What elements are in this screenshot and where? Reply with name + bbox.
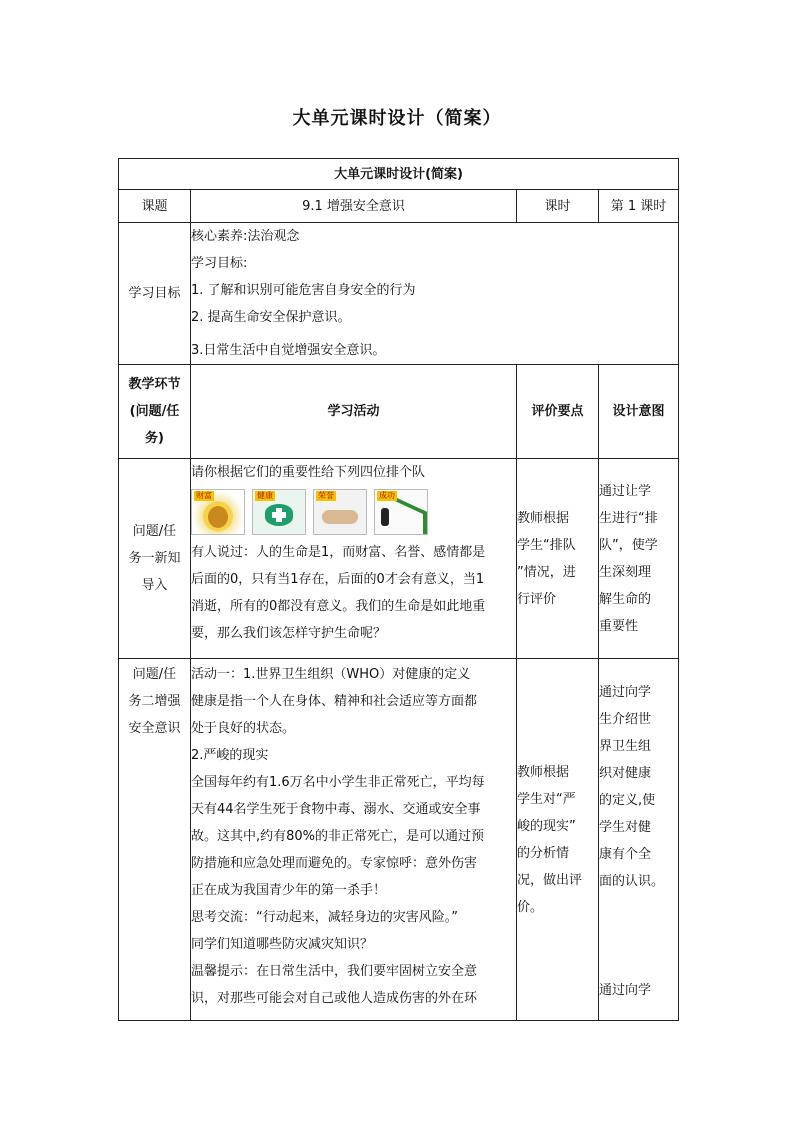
task1-stage-line: 务一新知 — [128, 551, 181, 566]
goals-line: 3.日常生活中自觉增强安全意识。 — [191, 343, 386, 358]
task2-stage-line: 问题/任 — [132, 667, 177, 682]
task1-prompt: 请你根据它们的重要性给下列四位排个队 — [191, 465, 426, 480]
goals-line: 核心素养:法治观念 — [191, 229, 300, 244]
goals-content — [191, 223, 679, 365]
task2-eval-line: 的分析情 — [517, 845, 570, 861]
task2-text-line: 天有44名学生死于食物中毒、溺水、交通或安全事 — [191, 802, 481, 817]
task2-intent-tail: 通过向学 — [599, 983, 652, 998]
task2-intent-line: 的定义,使 — [599, 793, 656, 808]
banner-row — [119, 159, 679, 190]
task2-intent — [599, 659, 679, 1021]
task2-activity — [191, 659, 517, 1021]
task1-intent-line: 生进行“排 — [599, 510, 658, 526]
goals-line: 学习目标: — [191, 256, 248, 271]
task2-text-line: 温馨提示：在日常生活中，我们要牢固树立安全意 — [191, 964, 478, 979]
topic-label: 课题 — [119, 190, 191, 223]
task2-text-line: 全国每年约有1.6万名中小学生非正常死亡，平均每 — [191, 775, 485, 790]
task2-intent-line: 学生对健 — [599, 820, 652, 835]
task1-text-line: 后面的0，只有当1存在，后面的0才会有意义，当1 — [191, 572, 485, 587]
task1-intent-line: 通过让学 — [599, 483, 652, 499]
health-cross-icon — [252, 489, 306, 535]
wealth-icon — [191, 489, 245, 535]
topic-row — [119, 190, 679, 223]
stage-header-line: 教学环节 — [128, 377, 181, 392]
task2-text-line: 故。这其中,约有80%的非正常死亡，是可以通过预 — [191, 829, 485, 844]
task2-row — [119, 659, 679, 1021]
task1-intent-line: 生深刻理 — [599, 564, 652, 580]
image-tag: 财富 — [196, 491, 212, 500]
goals-line: 1. 了解和识别可能危害自身安全的行为 — [191, 283, 416, 298]
topic-value: 9.1 增强安全意识 — [191, 190, 517, 223]
stage-header-line: 务) — [145, 431, 164, 446]
image-tag: 荣誉 — [318, 491, 334, 500]
task2-eval-line: 况，做出评 — [517, 872, 583, 888]
task1-intent — [599, 459, 679, 659]
task1-text-line: 消逝，所有的0都没有意义。我们的生命是如此地重 — [191, 599, 486, 614]
task2-intent-line: 康有个全 — [599, 847, 652, 862]
task1-eval-line: 学生“排队 — [517, 537, 576, 553]
task2-text-line: 识，对那些可能会对自己或他人造成伤害的外在环 — [191, 991, 478, 1006]
task1-eval-line: 行评价 — [517, 591, 557, 607]
task2-intent-line: 生介绍世 — [599, 712, 652, 727]
task1-activity — [191, 459, 517, 659]
task2-text-line: 正在成为我国青少年的第一杀手！ — [191, 883, 387, 898]
stairs-icon — [374, 489, 428, 535]
task2-intent-line: 织对健康 — [599, 766, 652, 781]
task1-eval-line: 教师根据 — [517, 510, 570, 526]
header-row — [119, 365, 679, 459]
task2-eval-line: 学生对“严 — [517, 791, 576, 807]
task2-stage — [119, 659, 191, 1021]
ranking-images — [191, 486, 516, 539]
hours-label: 课时 — [517, 190, 599, 223]
goals-line: 2. 提高生命安全保护意识。 — [191, 310, 351, 325]
document-title: 大单元课时设计（简案） — [292, 108, 502, 129]
task2-text-line: 健康是指一个人在身体、精神和社会适应等方面都 — [191, 694, 478, 709]
honor-icon — [313, 489, 367, 535]
task2-text-line: 2.严峻的现实 — [191, 748, 269, 763]
stage-header — [119, 365, 191, 459]
task1-intent-line: 重要性 — [599, 618, 639, 634]
task2-stage-line: 务二增强 — [128, 694, 181, 709]
task1-intent-line: 队”，使学 — [599, 537, 658, 553]
task2-intent-line: 界卫生组 — [599, 739, 652, 754]
task2-text-line: 思考交流：“行动起来，减轻身边的灾害风险。” — [191, 910, 458, 925]
task2-eval-line: 价。 — [517, 899, 544, 915]
task1-eval — [517, 459, 599, 659]
task2-text-line: 处于良好的状态。 — [191, 721, 296, 736]
task1-stage — [119, 459, 191, 659]
task1-stage-line: 问题/任 — [132, 524, 177, 539]
task1-stage-line: 导入 — [141, 578, 168, 593]
task2-eval — [517, 659, 599, 1021]
task2-intent-line: 面的认识。 — [599, 874, 665, 889]
task2-eval-line: 教师根据 — [517, 764, 570, 780]
eval-header: 评价要点 — [517, 365, 599, 459]
task1-intent-line: 解生命的 — [599, 591, 652, 607]
activity-header: 学习活动 — [191, 365, 517, 459]
image-tag: 成功 — [379, 491, 395, 500]
intent-header: 设计意图 — [599, 365, 679, 459]
task2-eval-line: 峻的现实” — [517, 818, 576, 834]
stage-header-line: (问题/任 — [129, 404, 180, 419]
task2-text-line: 同学们知道哪些防灾减灾知识？ — [191, 937, 374, 952]
task1-eval-line: ”情况，进 — [517, 564, 576, 580]
task2-stage-line: 安全意识 — [128, 721, 181, 736]
task2-intent-line: 通过向学 — [599, 685, 652, 700]
task1-text-line: 要，那么我们该怎样守护生命呢？ — [191, 626, 387, 641]
goals-label: 学习目标 — [119, 223, 191, 365]
goals-row — [119, 223, 679, 365]
lesson-plan-table — [118, 158, 679, 1021]
task2-text-line: 防措施和应急处理而避免的。专家惊呼：意外伤害 — [191, 856, 478, 871]
hours-value: 第 1 课时 — [599, 190, 679, 223]
task2-text-line: 活动一：1.世界卫生组织（WHO）对健康的定义 — [191, 667, 471, 682]
image-tag: 健康 — [257, 491, 273, 500]
task1-row — [119, 459, 679, 659]
table-banner: 大单元课时设计(简案) — [119, 159, 679, 190]
task1-text-line: 有人说过：人的生命是1，而财富、名誉、感情都是 — [191, 545, 486, 560]
